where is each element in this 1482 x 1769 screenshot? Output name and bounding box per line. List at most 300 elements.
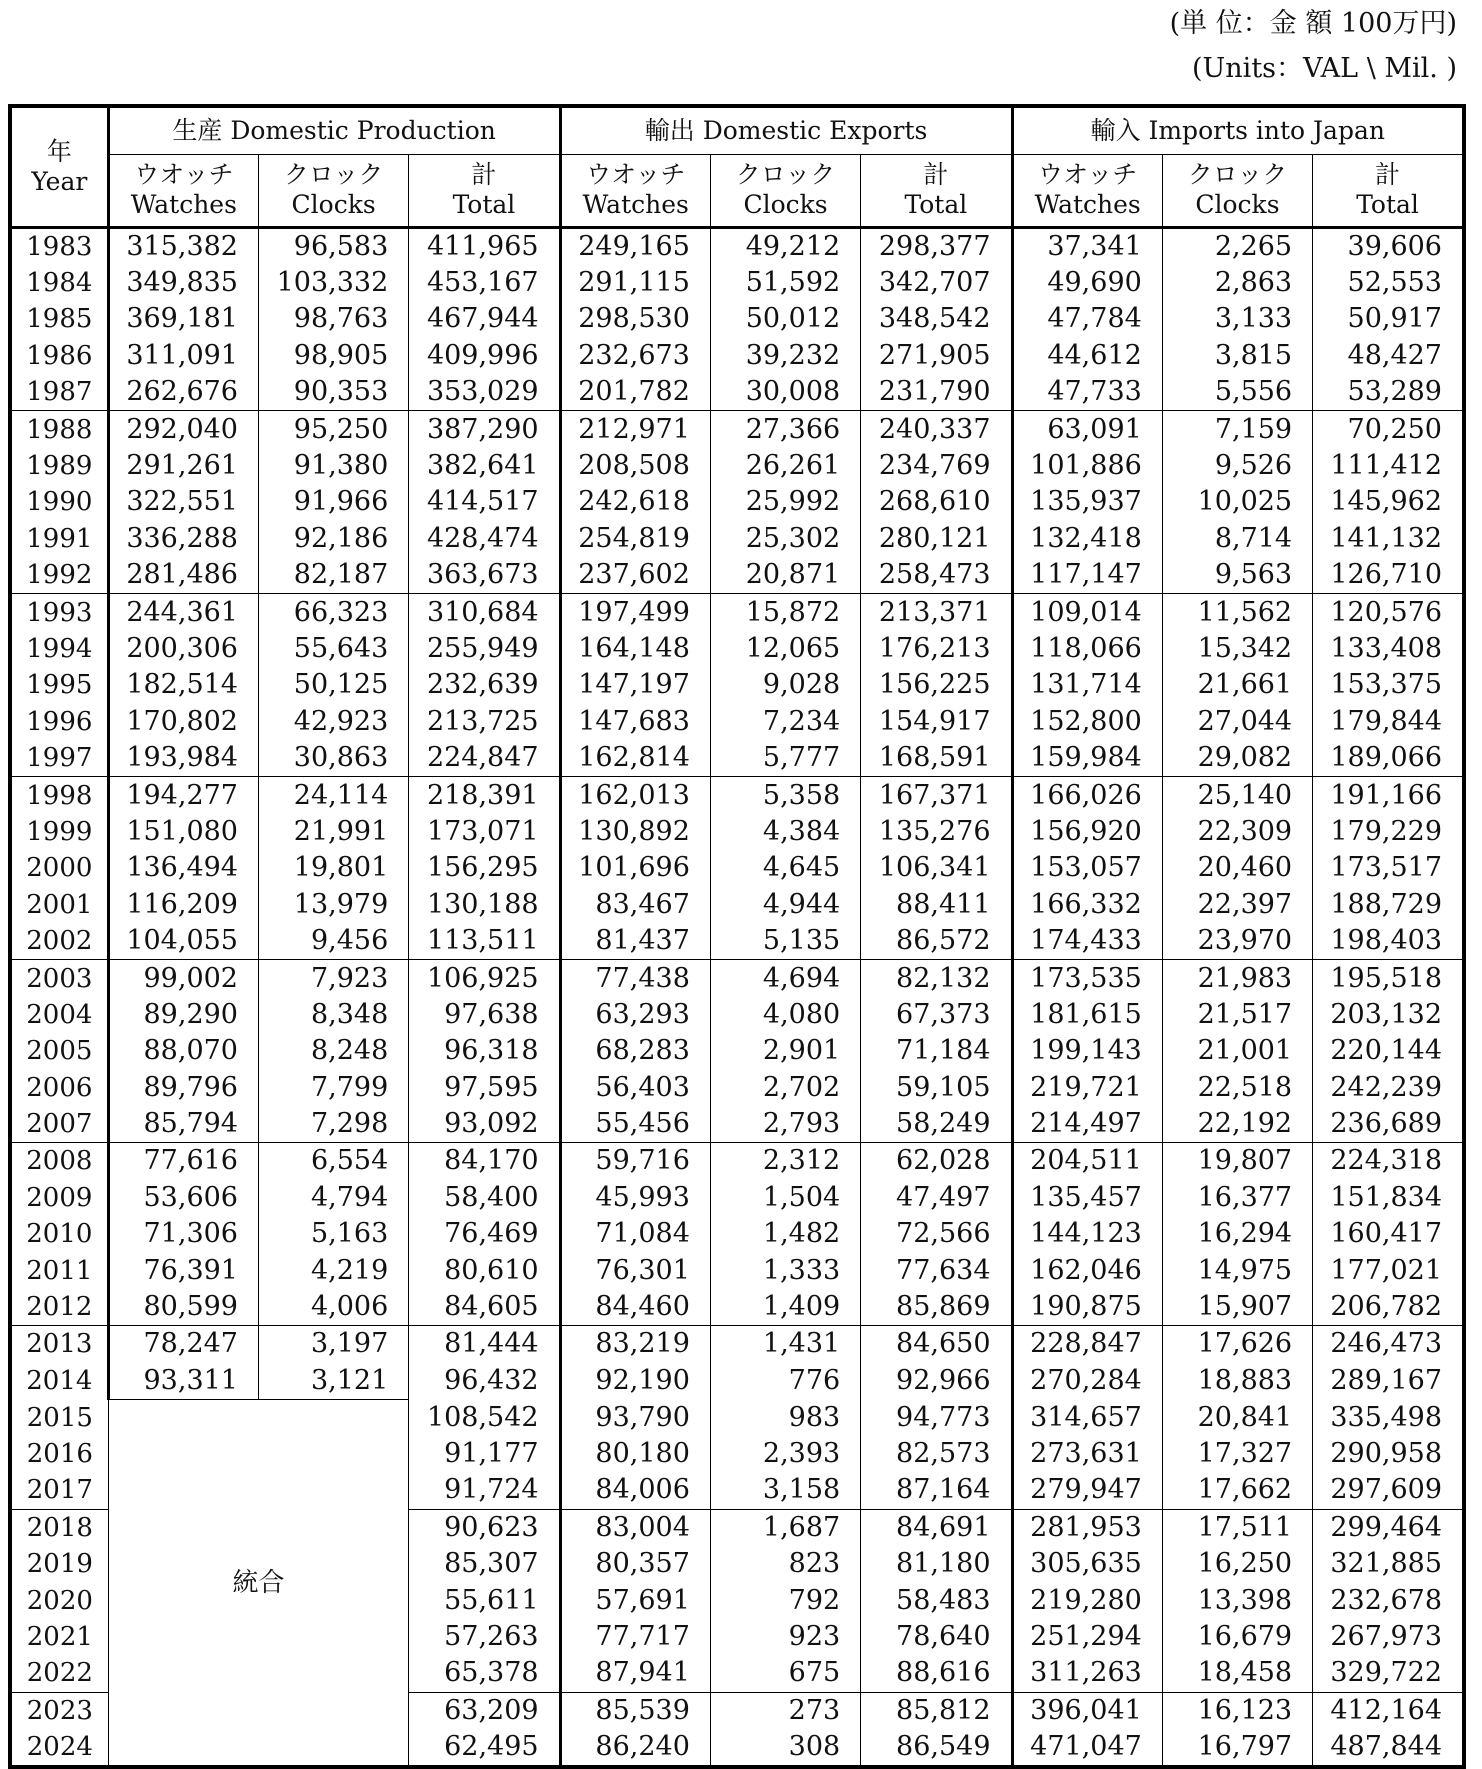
cell-prod-clocks: 4,006 [258,1289,408,1326]
cell-imp-total: 203,132 [1313,997,1464,1033]
cell-exp-total: 47,497 [861,1180,1012,1216]
cell-prod-clocks: 4,219 [258,1252,408,1288]
cell-prod-watches: 193,984 [108,740,258,777]
cell-exp-clocks: 5,135 [710,923,860,960]
cell-imp-watches: 144,123 [1012,1216,1162,1252]
cell-prod-clocks: 9,456 [258,923,408,960]
imports-total-header-en: Total [1356,190,1419,219]
exports-total-header [861,154,1012,227]
statistics-table-container [8,104,1466,1769]
table-row [10,1363,1464,1400]
cell-imp-total: 179,844 [1313,704,1464,740]
cell-imp-total: 70,250 [1313,411,1464,448]
cell-imp-watches: 109,014 [1012,594,1162,631]
cell-imp-total: 335,498 [1313,1400,1464,1436]
table-row [10,850,1464,886]
cell-prod-total: 353,029 [409,374,560,411]
cell-exp-total: 85,812 [861,1692,1012,1729]
cell-imp-clocks: 10,025 [1162,484,1312,520]
cell-imp-total: 145,962 [1313,484,1464,520]
cell-prod-watches: 80,599 [108,1289,258,1326]
cell-imp-watches: 214,497 [1012,1106,1162,1143]
cell-imp-watches: 166,332 [1012,887,1162,923]
table-row [10,484,1464,520]
table-row [10,1289,1464,1326]
cell-year: 2021 [26,1622,93,1653]
subheader-row [10,154,1464,227]
cell-imp-total: 48,427 [1313,338,1464,374]
table-row [10,521,1464,557]
cell-exp-clocks: 2,901 [710,1033,860,1069]
cell-prod-total: 218,391 [409,777,560,814]
cell-prod-total: 130,188 [409,887,560,923]
cell-exp-watches: 101,696 [560,850,710,886]
cell-prod-total: 84,605 [409,1289,560,1326]
imports-total-header-ja: 計 [1375,160,1401,189]
cell-prod-total: 255,949 [409,631,560,667]
cell-imp-watches: 305,635 [1012,1546,1162,1582]
production-watches-header-en: Watches [130,190,237,219]
exports-watches-header [560,154,710,227]
cell-year: 2000 [26,853,93,884]
cell-prod-watches: 170,802 [108,704,258,740]
table-row [10,1069,1464,1105]
cell-exp-watches: 56,403 [560,1069,710,1105]
cell-exp-clocks: 9,028 [710,667,860,703]
cell-prod-watches: 76,391 [108,1252,258,1288]
cell-imp-clocks: 5,556 [1162,374,1312,411]
cell-imp-total: 177,021 [1313,1252,1464,1288]
cell-prod-clocks: 5,163 [258,1216,408,1252]
cell-year: 2007 [10,1106,108,1143]
cell-imp-watches: 181,615 [1012,997,1162,1033]
cell-imp-total: 242,239 [1313,1069,1464,1105]
cell-imp-clocks: 18,458 [1162,1655,1312,1692]
cell-imp-watches: 251,294 [1012,1619,1162,1655]
imports-clocks-header-ja: クロック [1187,160,1288,189]
cell-exp-watches: 162,814 [560,740,710,777]
cell-year: 1988 [26,414,93,445]
production-total-header-ja: 計 [471,160,497,189]
cell-prod-total: 90,623 [409,1509,560,1546]
cell-exp-clocks: 1,504 [710,1180,860,1216]
cell-imp-clocks: 23,970 [1162,923,1312,960]
cell-imp-total: 126,710 [1313,557,1464,594]
cell-exp-clocks: 15,872 [710,594,860,631]
cell-imp-watches: 118,066 [1012,631,1162,667]
table-row [10,740,1464,777]
cell-prod-total: 96,318 [409,1033,560,1069]
cell-prod-clocks: 92,186 [258,521,408,557]
cell-imp-watches: 131,714 [1012,667,1162,703]
imports-total-header [1313,154,1464,227]
cell-exp-total: 59,105 [861,1069,1012,1105]
cell-prod-watches: 53,606 [108,1180,258,1216]
cell-exp-total: 77,634 [861,1252,1012,1288]
cell-imp-clocks: 15,907 [1162,1289,1312,1326]
cell-year: 1996 [26,706,93,737]
cell-exp-watches: 55,456 [560,1106,710,1143]
cell-exp-total: 82,573 [861,1436,1012,1472]
cell-imp-watches: 152,800 [1012,704,1162,740]
cell-exp-watches: 242,618 [560,484,710,520]
cell-exp-total: 154,917 [861,704,1012,740]
cell-prod-watches: 88,070 [108,1033,258,1069]
cell-imp-clocks: 22,397 [1162,887,1312,923]
group-header-production: 生産 Domestic Production [108,106,560,154]
cell-exp-watches: 84,460 [560,1289,710,1326]
cell-exp-total: 94,773 [861,1400,1012,1436]
cell-imp-watches: 132,418 [1012,521,1162,557]
cell-imp-total: 487,844 [1313,1729,1464,1767]
cell-imp-watches: 63,091 [1012,411,1162,448]
cell-year: 2017 [10,1472,108,1509]
cell-prod-clocks: 13,979 [258,887,408,923]
cell-exp-watches: 84,006 [560,1472,710,1509]
table-row [10,814,1464,850]
cell-prod-clocks: 91,966 [258,484,408,520]
cell-imp-clocks: 22,518 [1162,1069,1312,1105]
cell-imp-total: 153,375 [1313,667,1464,703]
cell-imp-watches: 204,511 [1012,1143,1162,1180]
cell-exp-watches: 86,240 [560,1729,710,1767]
cell-imp-total: 39,606 [1313,227,1464,265]
cell-exp-clocks: 823 [710,1546,860,1582]
cell-imp-watches: 117,147 [1012,557,1162,594]
table-header [10,106,1464,227]
table-row [10,1180,1464,1216]
cell-exp-clocks: 50,012 [710,301,860,337]
cell-exp-total: 85,869 [861,1289,1012,1326]
cell-year: 2016 [26,1439,93,1470]
production-total-header [409,154,560,227]
table-row [10,374,1464,411]
table-row [10,1326,1464,1363]
cell-exp-total: 167,371 [861,777,1012,814]
cell-exp-clocks: 12,065 [710,631,860,667]
cell-year: 1985 [26,304,93,335]
cell-prod-clocks: 30,863 [258,740,408,777]
cell-imp-clocks: 16,377 [1162,1180,1312,1216]
cell-prod-total: 85,307 [409,1546,560,1582]
table-row [10,960,1464,997]
cell-exp-clocks: 2,702 [710,1069,860,1105]
cell-imp-total: 53,289 [1313,374,1464,411]
cell-imp-watches: 44,612 [1012,338,1162,374]
cell-prod-total: 310,684 [409,594,560,631]
cell-exp-watches: 87,941 [560,1655,710,1692]
units-japanese: (単 位：金 額 100万円) [1169,8,1457,39]
cell-exp-clocks: 27,366 [710,411,860,448]
cell-exp-clocks: 49,212 [710,227,860,265]
cell-imp-watches: 279,947 [1012,1472,1162,1509]
cell-exp-clocks: 51,592 [710,265,860,301]
cell-prod-total: 213,725 [409,704,560,740]
cell-year: 1994 [26,633,93,664]
cell-exp-total: 280,121 [861,521,1012,557]
cell-prod-watches: 349,835 [108,265,258,301]
cell-prod-clocks: 7,298 [258,1106,408,1143]
cell-imp-watches: 311,263 [1012,1655,1162,1692]
cell-prod-total: 232,639 [409,667,560,703]
cell-imp-clocks: 21,001 [1162,1033,1312,1069]
cell-exp-total: 88,616 [861,1655,1012,1692]
cell-imp-watches: 37,341 [1012,227,1162,265]
cell-year: 2023 [26,1695,93,1726]
cell-year: 2006 [26,1072,93,1103]
cell-imp-total: 133,408 [1313,631,1464,667]
cell-exp-watches: 57,691 [560,1582,710,1618]
cell-prod-clocks: 50,125 [258,667,408,703]
cell-prod-total: 91,724 [409,1472,560,1509]
cell-exp-watches: 68,283 [560,1033,710,1069]
cell-imp-clocks: 20,841 [1162,1400,1312,1436]
cell-prod-clocks: 3,197 [258,1326,408,1363]
cell-imp-clocks: 2,265 [1162,227,1312,265]
cell-prod-clocks: 95,250 [258,411,408,448]
cell-imp-total: 50,917 [1313,301,1464,337]
cell-prod-total: 76,469 [409,1216,560,1252]
cell-imp-watches: 314,657 [1012,1400,1162,1436]
table-row [10,301,1464,337]
table-body [10,227,1464,1767]
cell-prod-clocks: 96,583 [258,227,408,265]
cell-year: 2020 [26,1585,93,1616]
cell-exp-watches: 212,971 [560,411,710,448]
cell-exp-watches: 147,197 [560,667,710,703]
cell-prod-watches: 244,361 [108,594,258,631]
cell-exp-clocks: 4,080 [710,997,860,1033]
cell-exp-watches: 254,819 [560,521,710,557]
table-row [10,1143,1464,1180]
cell-exp-total: 342,707 [861,265,1012,301]
production-clocks-header-ja: クロック [283,160,384,189]
cell-prod-watches: 281,486 [108,557,258,594]
exports-clocks-header [710,154,860,227]
cell-exp-total: 268,610 [861,484,1012,520]
cell-exp-total: 156,225 [861,667,1012,703]
cell-exp-total: 84,691 [861,1509,1012,1546]
imports-clocks-header-en: Clocks [1195,190,1280,219]
cell-imp-total: 299,464 [1313,1509,1464,1546]
cell-exp-watches: 197,499 [560,594,710,631]
year-header [10,106,108,227]
cell-imp-total: 111,412 [1313,448,1464,484]
cell-imp-total: 290,958 [1313,1436,1464,1472]
cell-imp-total: 246,473 [1313,1326,1464,1363]
cell-prod-clocks: 3,121 [258,1363,408,1400]
cell-exp-clocks: 30,008 [710,374,860,411]
table-row [10,411,1464,448]
cell-prod-total: 97,638 [409,997,560,1033]
cell-exp-total: 84,650 [861,1326,1012,1363]
cell-prod-total: 387,290 [409,411,560,448]
cell-imp-clocks: 17,511 [1162,1509,1312,1546]
cell-imp-watches: 153,057 [1012,850,1162,886]
cell-imp-clocks: 13,398 [1162,1582,1312,1618]
cell-prod-total: 467,944 [409,301,560,337]
cell-imp-total: 188,729 [1313,887,1464,923]
cell-imp-total: 195,518 [1313,960,1464,997]
cell-exp-watches: 59,716 [560,1143,710,1180]
cell-exp-total: 58,483 [861,1582,1012,1618]
cell-imp-watches: 47,784 [1012,301,1162,337]
cell-prod-total: 428,474 [409,521,560,557]
cell-exp-clocks: 4,944 [710,887,860,923]
year-header-ja: 年 [46,136,72,166]
cell-exp-watches: 63,293 [560,997,710,1033]
cell-imp-total: 224,318 [1313,1143,1464,1180]
cell-imp-watches: 281,953 [1012,1509,1162,1546]
cell-exp-clocks: 25,302 [710,521,860,557]
table-row [10,1216,1464,1252]
cell-exp-clocks: 308 [710,1729,860,1767]
cell-imp-clocks: 19,807 [1162,1143,1312,1180]
cell-prod-clocks: 42,923 [258,704,408,740]
cell-exp-clocks: 25,992 [710,484,860,520]
cell-imp-total: 220,144 [1313,1033,1464,1069]
units-english: (Units：VAL \ Mil. ) [1192,53,1457,84]
cell-prod-watches: 116,209 [108,887,258,923]
production-clocks-header-en: Clocks [291,190,376,219]
cell-prod-watches: 262,676 [108,374,258,411]
cell-exp-clocks: 273 [710,1692,860,1729]
cell-exp-watches: 201,782 [560,374,710,411]
cell-exp-watches: 80,357 [560,1546,710,1582]
cell-imp-clocks: 3,815 [1162,338,1312,374]
cell-imp-total: 267,973 [1313,1619,1464,1655]
table-row [10,777,1464,814]
cell-prod-clocks: 4,794 [258,1180,408,1216]
cell-prod-clocks: 82,187 [258,557,408,594]
cell-prod-watches: 291,261 [108,448,258,484]
exports-clocks-header-en: Clocks [743,190,828,219]
cell-prod-total: 84,170 [409,1143,560,1180]
cell-year: 1990 [26,487,93,518]
cell-year: 2018 [26,1512,93,1543]
cell-prod-clocks: 6,554 [258,1143,408,1180]
cell-prod-watches: 151,080 [108,814,258,850]
cell-year: 1987 [10,374,108,411]
cell-imp-watches: 190,875 [1012,1289,1162,1326]
cell-exp-watches: 249,165 [560,227,710,265]
cell-imp-clocks: 16,294 [1162,1216,1312,1252]
cell-year: 1998 [26,780,93,811]
cell-year: 2013 [26,1329,93,1360]
cell-year: 2001 [26,889,93,920]
cell-imp-clocks: 17,662 [1162,1472,1312,1509]
cell-prod-watches: 71,306 [108,1216,258,1252]
cell-prod-total: 91,177 [409,1436,560,1472]
cell-prod-total: 58,400 [409,1180,560,1216]
cell-exp-total: 67,373 [861,997,1012,1033]
table-row [10,1400,1464,1436]
cell-prod-clocks: 8,348 [258,997,408,1033]
cell-prod-watches: 93,311 [108,1363,258,1400]
cell-exp-watches: 92,190 [560,1363,710,1400]
cell-year: 2002 [10,923,108,960]
production-watches-header-ja: ウオッチ [134,160,234,189]
table-row [10,997,1464,1033]
cell-exp-clocks: 2,793 [710,1106,860,1143]
cell-prod-watches: 104,055 [108,923,258,960]
cell-prod-total: 93,092 [409,1106,560,1143]
cell-exp-clocks: 20,871 [710,557,860,594]
production-clocks-header [258,154,408,227]
table-row [10,338,1464,374]
cell-exp-clocks: 792 [710,1582,860,1618]
cell-exp-clocks: 1,431 [710,1326,860,1363]
cell-imp-watches: 273,631 [1012,1436,1162,1472]
cell-prod-total: 409,996 [409,338,560,374]
cell-imp-watches: 174,433 [1012,923,1162,960]
cell-exp-watches: 147,683 [560,704,710,740]
cell-prod-total: 62,495 [409,1729,560,1767]
imports-watches-header-en: Watches [1034,190,1141,219]
cell-exp-watches: 208,508 [560,448,710,484]
cell-year: 1995 [26,670,93,701]
cell-exp-clocks: 776 [710,1363,860,1400]
cell-imp-clocks: 18,883 [1162,1363,1312,1400]
cell-exp-watches: 80,180 [560,1436,710,1472]
cell-prod-total: 57,263 [409,1619,560,1655]
cell-imp-total: 206,782 [1313,1289,1464,1326]
cell-year: 1992 [10,557,108,594]
cell-imp-watches: 270,284 [1012,1363,1162,1400]
cell-prod-clocks: 19,801 [258,850,408,886]
cell-imp-watches: 228,847 [1012,1326,1162,1363]
exports-watches-header-ja: ウオッチ [586,160,686,189]
cell-year: 2019 [26,1549,93,1580]
cell-prod-total: 55,611 [409,1582,560,1618]
cell-prod-total: 96,432 [409,1363,560,1400]
cell-exp-total: 213,371 [861,594,1012,631]
cell-imp-watches: 219,280 [1012,1582,1162,1618]
cell-year: 2024 [26,1732,93,1763]
cell-exp-watches: 85,539 [560,1692,710,1729]
cell-imp-watches: 47,733 [1012,374,1162,411]
cell-prod-total: 65,378 [409,1655,560,1692]
cell-exp-watches: 83,219 [560,1326,710,1363]
cell-exp-clocks: 5,358 [710,777,860,814]
cell-exp-watches: 93,790 [560,1400,710,1436]
cell-year: 1984 [26,268,93,299]
cell-imp-clocks: 16,123 [1162,1692,1312,1729]
cell-imp-watches: 49,690 [1012,265,1162,301]
exports-watches-header-en: Watches [582,190,689,219]
cell-exp-clocks: 5,777 [710,740,860,777]
cell-exp-clocks: 1,333 [710,1252,860,1288]
cell-exp-watches: 81,437 [560,923,710,960]
cell-imp-clocks: 21,517 [1162,997,1312,1033]
cell-exp-clocks: 923 [710,1619,860,1655]
cell-year: 1991 [26,523,93,554]
cell-imp-clocks: 17,626 [1162,1326,1312,1363]
table-row [10,631,1464,667]
production-total-header-en: Total [452,190,516,219]
cell-imp-total: 329,722 [1313,1655,1464,1692]
cell-prod-total: 106,925 [409,960,560,997]
cell-prod-clocks: 103,332 [258,265,408,301]
cell-year: 2012 [10,1289,108,1326]
cell-prod-total: 108,542 [409,1400,560,1436]
cell-imp-total: 189,066 [1313,740,1464,777]
cell-exp-total: 58,249 [861,1106,1012,1143]
cell-exp-total: 271,905 [861,338,1012,374]
cell-prod-total: 156,295 [409,850,560,886]
cell-exp-total: 81,180 [861,1546,1012,1582]
cell-prod-clocks: 91,380 [258,448,408,484]
